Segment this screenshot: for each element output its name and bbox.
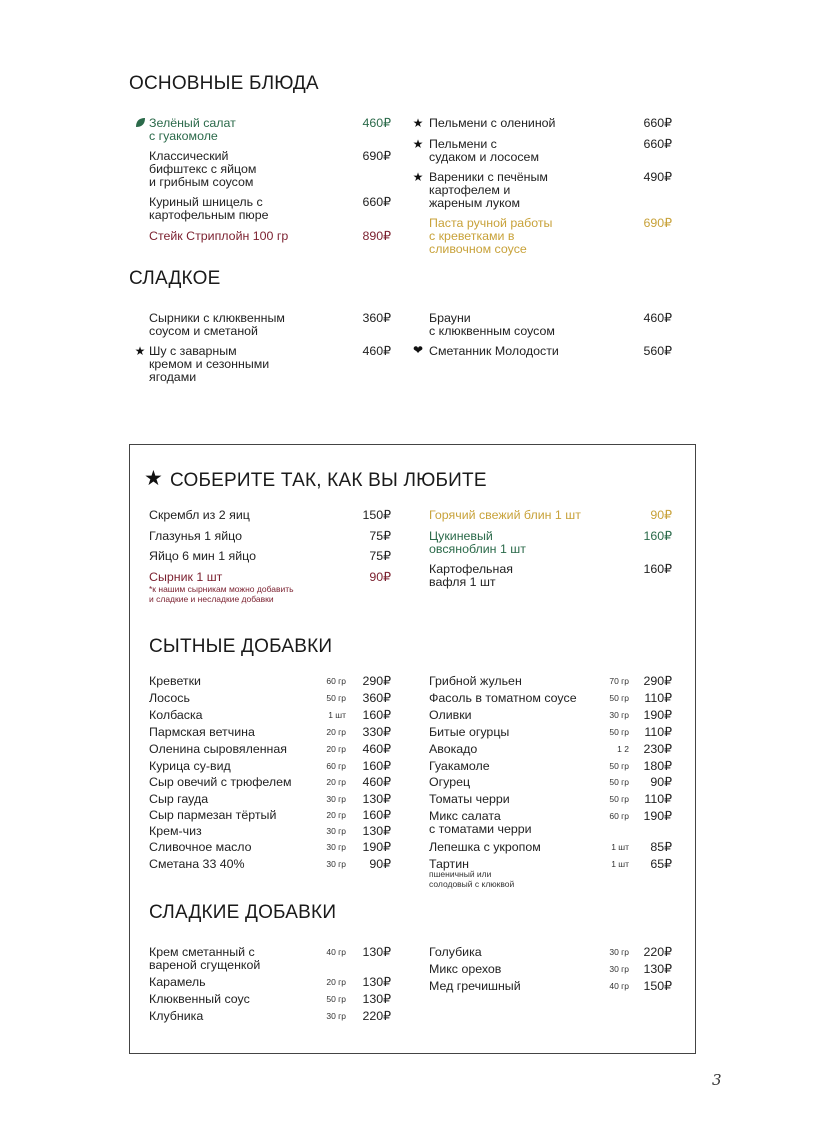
addon-item-price: 90₽ [650, 775, 672, 789]
menu-item-name: Глазунья 1 яйцо [149, 529, 242, 543]
addon-item-qty: 20 гр [326, 977, 346, 987]
addon-item-name: Мед гречишный [429, 979, 521, 993]
menu-item-price: 75₽ [369, 529, 391, 543]
addon-item-qty: 50 гр [609, 727, 629, 737]
menu-item-name: Куриный шницель с картофельным пюре [149, 195, 269, 222]
menu-item-price: 75₽ [369, 549, 391, 563]
addon-item-qty: 50 гр [609, 794, 629, 804]
menu-item-name: Вареники с печёным картофелем и жареным луком [429, 170, 548, 210]
addon-item-name: Микс салата с томатами черри [429, 809, 532, 836]
section-title-hearty: СЫТНЫЕ ДОБАВКИ [149, 636, 333, 657]
menu-item-name: Скрембл из 2 яиц [149, 508, 250, 522]
addon-item-name: Колбаска [149, 708, 203, 722]
addon-item-price: 90₽ [369, 857, 391, 871]
addon-item-price: 110₽ [644, 792, 672, 806]
menu-item-name: Картофельная вафля 1 шт [429, 562, 513, 589]
addon-item-qty: 30 гр [609, 710, 629, 720]
addon-item-qty: 50 гр [609, 761, 629, 771]
menu-item-name: Стейк Стриплойн 100 гр [149, 229, 289, 243]
addon-item-price: 130₽ [362, 992, 391, 1006]
addon-item-name: Фасоль в томатном соусе [429, 691, 577, 705]
addon-item-name: Оливки [429, 708, 472, 722]
menu-item-price: 890₽ [362, 229, 391, 243]
addon-item-price: 160₽ [362, 708, 391, 722]
menu-item-price: 90₽ [650, 508, 672, 522]
menu-item-name: Паста ручной работы с креветками в сливочном соусе [429, 216, 553, 256]
addon-item-name: Битые огурцы [429, 725, 510, 739]
menu-item-name: Сметанник Молодости [429, 344, 559, 358]
addon-item-name: Сыр овечий с трюфелем [149, 775, 292, 789]
addon-item-price: 290₽ [643, 674, 672, 688]
addon-item-name: Огурец [429, 775, 471, 789]
addon-item-qty: 30 гр [326, 794, 346, 804]
heart-icon: ❤ [412, 343, 424, 357]
addon-item-qty: 30 гр [326, 1011, 346, 1021]
addon-item-name: Грибной жульен [429, 674, 522, 688]
addon-item-name: Гуакамоле [429, 759, 490, 773]
addon-item-price: 65₽ [650, 857, 672, 871]
addon-item-qty: 20 гр [326, 810, 346, 820]
addon-item-qty: 60 гр [326, 761, 346, 771]
addon-item-qty: 60 гр [326, 676, 346, 686]
addon-item-price: 130₽ [643, 962, 672, 976]
addon-item-price: 160₽ [362, 759, 391, 773]
addon-item-name: Микс орехов [429, 962, 502, 976]
addon-item-qty: 60 гр [609, 811, 629, 821]
addon-item-qty: 30 гр [326, 826, 346, 836]
addon-item-name: Крем-чиз [149, 824, 202, 838]
addon-item-price: 130₽ [362, 792, 391, 806]
addon-item-name: Лосось [149, 691, 190, 705]
menu-item-name: Пельмени с судаком и лососем [429, 137, 539, 164]
menu-item-price: 660₽ [362, 195, 391, 209]
star-icon: ★ [412, 170, 424, 184]
addon-item-name: Пармская ветчина [149, 725, 255, 739]
addon-item-price: 130₽ [362, 945, 391, 959]
addon-item-qty: 20 гр [326, 777, 346, 787]
section-title-sweet: СЛАДКОЕ [129, 268, 221, 289]
addon-item-qty: 1 шт [328, 710, 346, 720]
addon-item-name: Лепешка с укропом [429, 840, 541, 854]
addon-item-name: Клубника [149, 1009, 204, 1023]
addon-item-qty: 20 гр [326, 727, 346, 737]
addon-item-price: 110₽ [644, 725, 672, 739]
addon-item-qty: 50 гр [326, 693, 346, 703]
section-title-sweet-addons: СЛАДКИЕ ДОБАВКИ [149, 902, 337, 923]
addon-item-name: Сливочное масло [149, 840, 252, 854]
menu-item-name: Классический бифштекс с яйцом и грибным соусом [149, 149, 257, 189]
addon-item-name: Сметана 33 40% [149, 857, 245, 871]
star-icon: ★ [412, 116, 424, 130]
addon-item-name: Оленина сыровяленная [149, 742, 288, 756]
addon-item-name: Сыр пармезан тёртый [149, 808, 277, 822]
addon-item-price: 330₽ [362, 725, 391, 739]
menu-item-price: 460₽ [362, 116, 391, 130]
star-icon: ★ [134, 344, 146, 358]
leaf-icon [133, 117, 147, 131]
addon-item-qty: 30 гр [609, 947, 629, 957]
addon-item-qty: 30 гр [326, 859, 346, 869]
section-title-main: ОСНОВНЫЕ БЛЮДА [129, 73, 319, 94]
addon-item-price: 460₽ [362, 742, 391, 756]
addon-item-name: Карамель [149, 975, 206, 989]
syrnik-note: *к нашим сырникам можно добавить и сладкие и несладкие добавки [149, 584, 294, 604]
menu-item-name: Брауни с клюквенным соусом [429, 311, 555, 338]
addon-item-price: 220₽ [643, 945, 672, 959]
menu-item-name: Цукиневый овсяноблин 1 шт [429, 529, 526, 556]
addon-item-price: 190₽ [643, 809, 672, 823]
menu-item-name: Сырник 1 шт [149, 570, 223, 584]
addon-item-price: 160₽ [362, 808, 391, 822]
menu-item-price: 660₽ [643, 116, 672, 130]
addon-item-name: Креветки [149, 674, 201, 688]
addon-item-qty: 30 гр [609, 964, 629, 974]
star-icon: ★ [144, 467, 163, 490]
menu-item-price: 150₽ [362, 508, 391, 522]
addon-item-name: Сыр гауда [149, 792, 209, 806]
addon-item-qty: 30 гр [326, 842, 346, 852]
addon-item-name: Курица су-вид [149, 759, 231, 773]
addon-item-qty: 70 гр [609, 676, 629, 686]
addon-item-price: 290₽ [362, 674, 391, 688]
addon-item-name: Тартин [429, 857, 469, 871]
menu-item-price: 690₽ [362, 149, 391, 163]
addon-item-price: 180₽ [643, 759, 672, 773]
addon-item-name: Авокадо [429, 742, 478, 756]
addon-item-qty: 50 гр [609, 693, 629, 703]
page-number: 3 [712, 1071, 722, 1089]
addon-item-price: 460₽ [362, 775, 391, 789]
star-icon: ★ [412, 137, 424, 151]
menu-item-name: Пельмени с олениной [429, 116, 556, 130]
menu-item-name: Сырники с клюквенным соусом и сметаной [149, 311, 285, 338]
section-title-build: СОБЕРИТЕ ТАК, КАК ВЫ ЛЮБИТЕ [170, 470, 487, 491]
menu-item-price: 460₽ [362, 344, 391, 358]
addon-item-price: 110₽ [644, 691, 672, 705]
addon-item-qty: 50 гр [609, 777, 629, 787]
addon-item-qty: 20 гр [326, 744, 346, 754]
addon-item-price: 85₽ [650, 840, 672, 854]
addon-item-name: Томаты черри [429, 792, 510, 806]
menu-item-price: 360₽ [362, 311, 391, 325]
menu-item-name: Горячий свежий блин 1 шт [429, 508, 581, 522]
addon-item-price: 360₽ [362, 691, 391, 705]
menu-item-price: 160₽ [643, 529, 672, 543]
menu-item-price: 690₽ [643, 216, 672, 230]
addon-item-price: 130₽ [362, 975, 391, 989]
menu-item-price: 160₽ [643, 562, 672, 576]
addon-item-price: 230₽ [643, 742, 672, 756]
menu-item-name: Яйцо 6 мин 1 яйцо [149, 549, 257, 563]
menu-item-name: Шу с заварным кремом и сезонными ягодами [149, 344, 270, 384]
menu-item-price: 660₽ [643, 137, 672, 151]
addon-item-price: 220₽ [362, 1009, 391, 1023]
menu-item-price: 460₽ [643, 311, 672, 325]
addon-item-name: Крем сметанный с вареной сгущенкой [149, 945, 261, 972]
menu-item-price: 90₽ [369, 570, 391, 584]
addon-item-qty: 40 гр [609, 981, 629, 991]
addon-item-name: Клюквенный соус [149, 992, 250, 1006]
menu-item-name: Зелёный салат с гуакомоле [149, 116, 236, 143]
tartine-subtitle: пшеничный или солодовый с клюквой [429, 869, 515, 889]
addon-item-qty: 1 шт [611, 842, 629, 852]
addon-item-name: Голубика [429, 945, 482, 959]
menu-item-price: 560₽ [643, 344, 672, 358]
addon-item-price: 130₽ [362, 824, 391, 838]
addon-item-qty: 50 гр [326, 994, 346, 1004]
addon-item-qty: 1 шт [611, 859, 629, 869]
addon-item-qty: 1 2 [617, 744, 629, 754]
addon-item-price: 190₽ [643, 708, 672, 722]
addon-item-price: 150₽ [643, 979, 672, 993]
menu-item-price: 490₽ [643, 170, 672, 184]
addon-item-price: 190₽ [362, 840, 391, 854]
addon-item-qty: 40 гр [326, 947, 346, 957]
